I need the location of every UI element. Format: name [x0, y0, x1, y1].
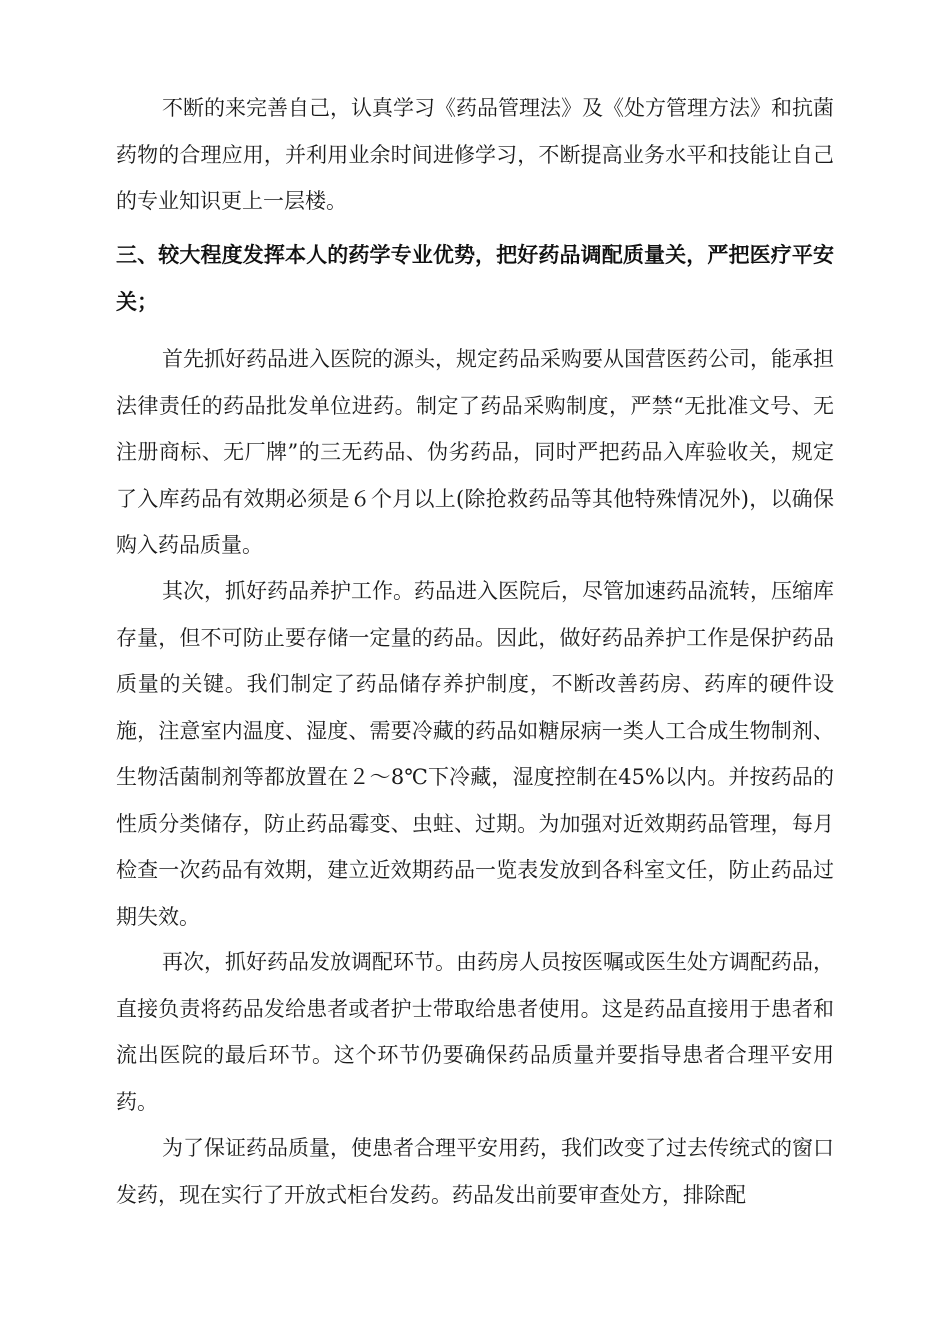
section-heading-3: 三、较大程度发挥本人的药学专业优势，把好药品调配质量关，严把医疗平安关； [116, 243, 834, 314]
paragraph-drug-dispensing: 再次，抓好药品发放调配环节。由药房人员按医嘱或医生处方调配药品，直接负责将药品发给患者或者护士带取给患者使用。这是药品直接用于患者和流出医院的最后环节。这个环节仍要确保药品质量并要指导患者合理平安用药。 [116, 950, 834, 1114]
paragraph-counter-dispensing: 为了保证药品质量，使患者合理平安用药，我们改变了过去传统式的窗口发药，现在实行了开放式柜台发药。药品发出前要审查处方，排除配 [116, 1136, 834, 1207]
paragraph-drug-procurement: 首先抓好药品进入医院的源头，规定药品采购要从国营医药公司，能承担法律责任的药品批发单位进药。制定了药品采购制度，严禁“无批准文号、无注册商标、无厂牌”的三无药品、伪劣药品，同时严把药品入库验收关，规定了入库药品有效期必须是６个月以上(除抢救药品等其他特殊情况外)，以确保购入药品质量。 [116, 347, 834, 557]
paragraph-self-improvement: 不断的来完善自己，认真学习《药品管理法》及《处方管理方法》和抗菌药物的合理应用，并利用业余时间进修学习，不断提高业务水平和技能让自己的专业知识更上一层楼。 [116, 96, 834, 213]
paragraph-drug-storage: 其次，抓好药品养护工作。药品进入医院后，尽管加速药品流转，压缩库存量，但不可防止要存储一定量的药品。因此，做好药品养护工作是保护药品质量的关键。我们制定了药品储存养护制度，不断改善药房、药库的硬件设施，注意室内温度、湿度、需要冷藏的药品如糖尿病一类人工合成生物制剂、生物活菌制剂等都放置在２～8℃下冷藏，湿度控制在45%以内。并按药品的性质分类储存，防止药品霉变、虫蛀、过期。为加强对近效期药品管理，每月检查一次药品有效期，建立近效期药品一览表发放到各科室文任，防止药品过期失效。 [116, 579, 834, 929]
